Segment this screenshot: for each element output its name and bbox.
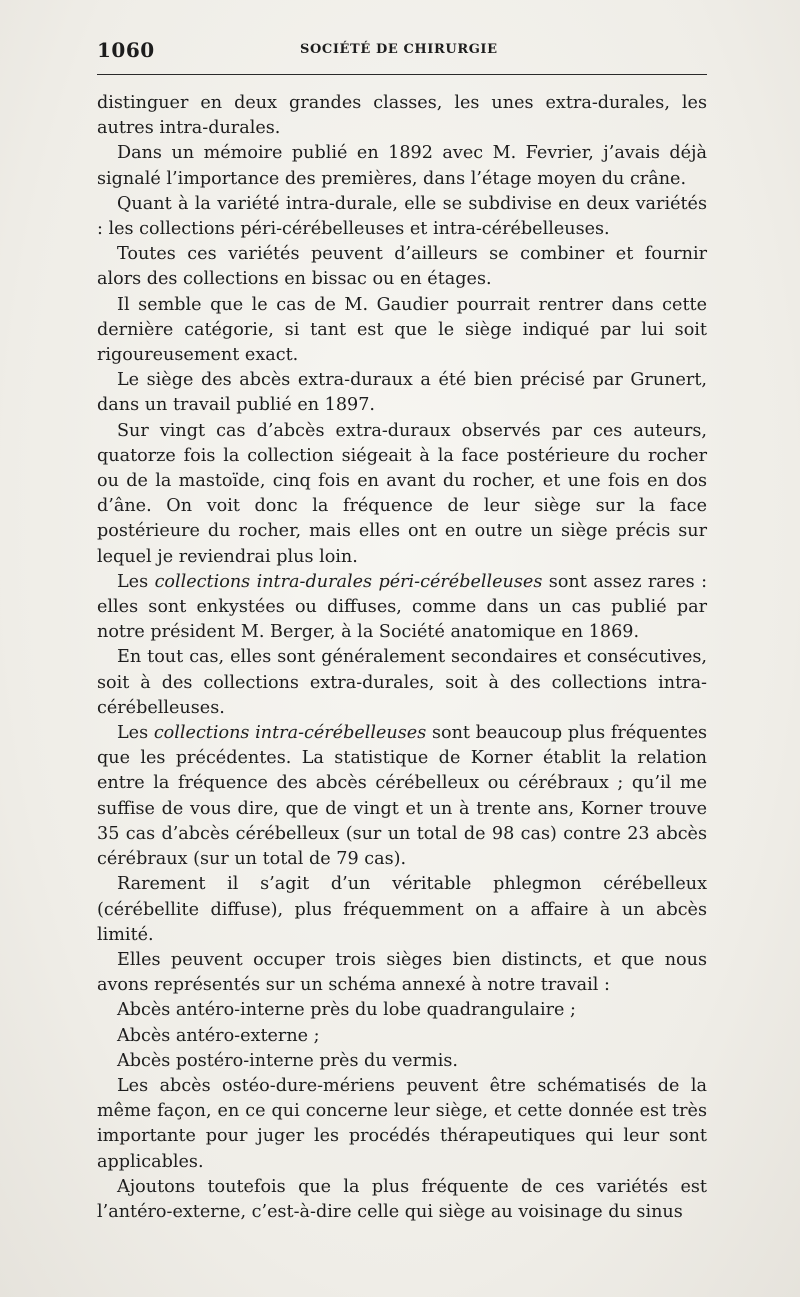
list-item: Abcès postéro-interne près du vermis.	[117, 1050, 458, 1071]
paragraph: Le siège des abcès extra-duraux a été bien précisé par Grunert, dans un travail publié en 1897.	[97, 370, 707, 416]
paragraph: Sur vingt cas d’abcès extra-duraux observés par ces auteurs, quatorze fois la collection siégeait à la face postérieure du rocher ou de la mastoïde, cinq fois en avant du rocher, et une fois en dos d’âne. On voit donc la fréquence de leur siège sur la face postérieure du rocher, mais elles ont en outre un siège précis sur lequel je reviendrai plus loin.	[97, 420, 707, 567]
paragraph	[97, 721, 707, 872]
page-number: 1060	[97, 38, 155, 62]
list-item: Abcès antéro-interne près du lobe quadrangulaire ;	[117, 1000, 576, 1021]
paragraph: Toutes ces variétés peuvent d’ailleurs se combiner et fournir alors des collections en bissac ou en étages.	[97, 244, 707, 290]
page-header	[97, 38, 707, 62]
paragraph-lead: Les	[117, 723, 154, 744]
paragraph: Dans un mémoire publié en 1892 avec M. Fevrier, j’avais déjà signalé l’importance des premières, dans l’étage moyen du crâne.	[97, 143, 707, 189]
abscess-site-list	[97, 998, 707, 1074]
paragraph: Elles peuvent occuper trois sièges bien distincts, et que nous avons représentés sur un schéma annexé à notre travail :	[97, 949, 707, 996]
italic-term: collections intra-durales péri-cérébelleuses	[154, 571, 543, 592]
paragraph-lead: Les	[117, 571, 155, 592]
paragraph: Rarement il s’agit d’un véritable phlegmon cérébelleux (cérébellite diffuse), plus fréquemment on a affaire à un abcès limité.	[97, 874, 707, 945]
paragraph-rest: sont assez rares : elles sont enkystées ou diffuses, comme dans un cas publié par notre président M. Berger, à la Société anatomique en 1869.	[97, 571, 707, 643]
paragraph: Quant à la variété intra-durale, elle se subdivise en deux variétés : les collections péri-cérébelleuses et intra-cérébelleuses.	[97, 193, 707, 240]
list-item: Abcès antéro-externe ;	[117, 1025, 320, 1046]
paragraph	[97, 570, 707, 646]
paragraph: Ajoutons toutefois que la plus fréquente de ces variétés est l’antéro-externe, c’est-à-dire celle qui siège au voisinage du sinus	[97, 1176, 707, 1222]
italic-term: collections intra-cérébelleuses	[153, 723, 427, 744]
header-rule	[97, 74, 707, 75]
paragraph: Il semble que le cas de M. Gaudier pourrait rentrer dans cette dernière catégorie, si tant est que le siège indiqué par lui soit rigoureusement exact.	[97, 294, 707, 366]
running-title: SOCIÉTÉ DE CHIRURGIE	[300, 42, 498, 57]
paragraph: Les abcès ostéo-dure-mériens peuvent être schématisés de la même façon, en ce qui concerne leur siège, et cette donnée est très importante pour juger les procédés thérapeutiques qui leur sont applicables.	[97, 1075, 707, 1172]
body-text	[97, 91, 707, 1225]
paragraph-rest: sont beaucoup plus fréquentes que les précédentes. La statistique de Korner établit la relation entre la fréquence des abcès cérébelleux ou cérébraux ; qu’il me suffise de vous dire, que de vingt et un à trente ans, Korner trouve 35 cas d’abcès cérébelleux (sur un total de 98 cas) contre 23 abcès cérébraux (sur un total de 79 cas).	[97, 723, 708, 870]
paragraph: En tout cas, elles sont généralement secondaires et consécutives, soit à des collections extra-durales, soit à des collections intra-cérébelleuses.	[97, 647, 707, 718]
paragraph-continuation: distinguer en deux grandes classes, les unes extra-durales, les autres intra-durales.	[97, 93, 707, 139]
